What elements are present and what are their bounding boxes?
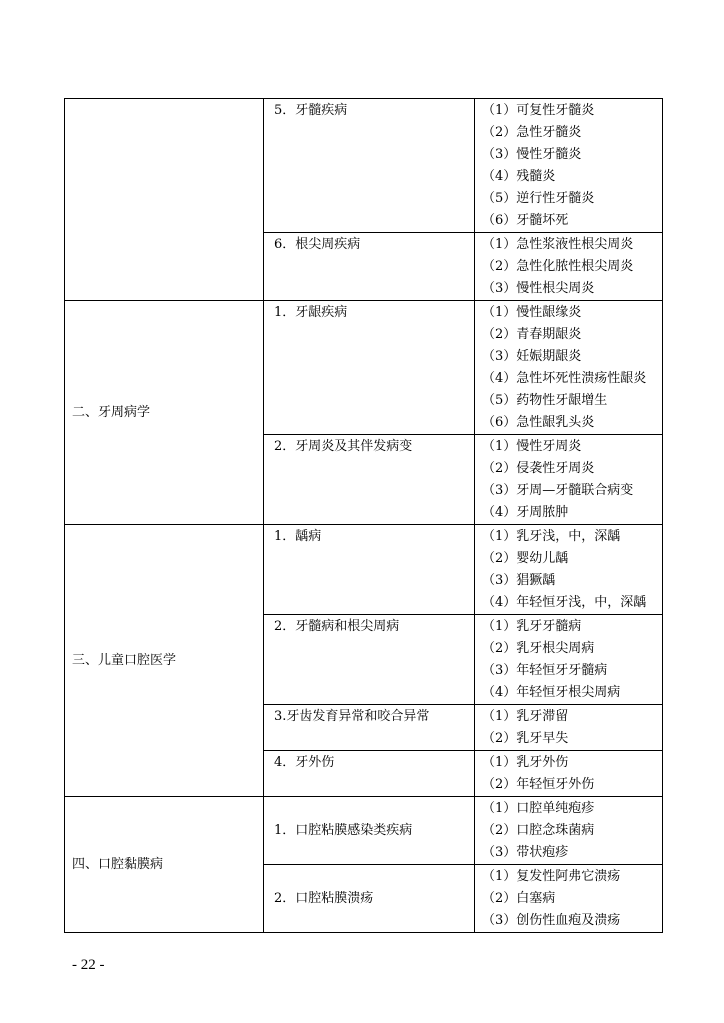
point-item: （6）急性龈乳头炎: [482, 415, 595, 430]
topic-title: 1．牙龈疾病: [274, 305, 348, 320]
table-row: [65, 797, 663, 865]
point-item: （1）口腔单纯疱疹: [482, 801, 595, 816]
point-item: （2）婴幼儿龋: [482, 551, 569, 566]
point-item: （4）牙周脓肿: [482, 505, 569, 520]
point-item: （2）乳牙根尖周病: [482, 641, 595, 656]
points-cell: [475, 865, 663, 933]
point-item: （2）白塞病: [482, 891, 556, 906]
points-cell: [475, 233, 663, 301]
topic-title: 6．根尖周疾病: [274, 237, 361, 252]
point-item: （3）妊娠期龈炎: [482, 349, 582, 364]
point-item: （2）口腔念珠菌病: [482, 823, 595, 838]
point-item: （3）牙周—牙髓联合病变: [482, 483, 634, 498]
point-item: （1）可复性牙髓炎: [482, 103, 595, 118]
point-item: （6）牙髓坏死: [482, 213, 569, 228]
topic-cell: [264, 525, 475, 615]
topic-cell: [264, 435, 475, 525]
points-cell: [475, 751, 663, 797]
topic-title: 1．龋病: [274, 529, 322, 544]
points-cell: [475, 435, 663, 525]
point-item: （1）慢性牙周炎: [482, 439, 582, 454]
syllabus-table: [64, 98, 663, 933]
point-item: （2）急性化脓性根尖周炎: [482, 259, 634, 274]
point-item: （1）急性浆液性根尖周炎: [482, 237, 634, 252]
point-item: （1）复发性阿弗它溃疡: [482, 869, 621, 884]
point-item: （4）残髓炎: [482, 169, 556, 184]
point-item: （2）青春期龈炎: [482, 327, 582, 342]
unit-cell: [65, 797, 264, 933]
point-item: （1）慢性龈缘炎: [482, 305, 582, 320]
table-row: [65, 525, 663, 615]
topic-cell: [264, 301, 475, 435]
points-cell: [475, 525, 663, 615]
unit-name: 三、儿童口腔医学: [72, 652, 177, 668]
points-cell: [475, 705, 663, 751]
point-item: （3）慢性根尖周炎: [482, 281, 595, 296]
point-item: （4）急性坏死性溃疡性龈炎: [482, 371, 647, 386]
points-cell: [475, 301, 663, 435]
topic-cell: [264, 615, 475, 705]
points-cell: [475, 99, 663, 233]
topic-title: 2．口腔粘膜溃疡: [274, 891, 374, 906]
points-cell: [475, 615, 663, 705]
point-item: （5）逆行性牙髓炎: [482, 191, 595, 206]
topic-title: 2．牙髓病和根尖周病: [274, 619, 400, 634]
unit-name: 四、口腔黏膜病: [72, 856, 164, 872]
point-item: （5）药物性牙龈增生: [482, 393, 608, 408]
topic-title: 2．牙周炎及其伴发病变: [274, 439, 413, 454]
point-item: （4）年轻恒牙浅，中，深龋: [482, 595, 647, 610]
table-row: [65, 99, 663, 233]
point-item: （1）乳牙浅，中，深龋: [482, 529, 621, 544]
point-item: （2）急性牙髓炎: [482, 125, 582, 140]
point-item: （1）乳牙外伤: [482, 755, 569, 770]
page-number: - 22 -: [72, 957, 105, 973]
point-item: （2）年轻恒牙外伤: [482, 777, 595, 792]
topic-title: 1．口腔粘膜感染类疾病: [274, 823, 413, 838]
point-item: （2）乳牙早失: [482, 731, 569, 746]
point-item: （2）侵袭性牙周炎: [482, 461, 595, 476]
topic-cell: [264, 751, 475, 797]
topic-cell: [264, 233, 475, 301]
unit-cell: [65, 525, 264, 797]
unit-name: 二、牙周病学: [72, 404, 151, 420]
point-item: （4）年轻恒牙根尖周病: [482, 685, 621, 700]
table-row: [65, 301, 663, 435]
point-item: （3）年轻恒牙牙髓病: [482, 663, 608, 678]
topic-cell: [264, 797, 475, 865]
topic-title: 3.牙齿发育异常和咬合异常: [274, 709, 430, 724]
unit-cell: [65, 301, 264, 525]
point-item: （3）带状疱疹: [482, 845, 569, 860]
point-item: （3）创伤性血疱及溃疡: [482, 913, 621, 928]
point-item: （3）猖獗龋: [482, 573, 556, 588]
topic-cell: [264, 99, 475, 233]
topic-cell: [264, 705, 475, 751]
unit-cell: [65, 99, 264, 301]
points-cell: [475, 797, 663, 865]
point-item: （1）乳牙牙髓病: [482, 619, 582, 634]
topic-cell: [264, 865, 475, 933]
topic-title: 5．牙髓疾病: [274, 103, 348, 118]
point-item: （1）乳牙滞留: [482, 709, 569, 724]
point-item: （3）慢性牙髓炎: [482, 147, 582, 162]
topic-title: 4．牙外伤: [274, 755, 335, 770]
